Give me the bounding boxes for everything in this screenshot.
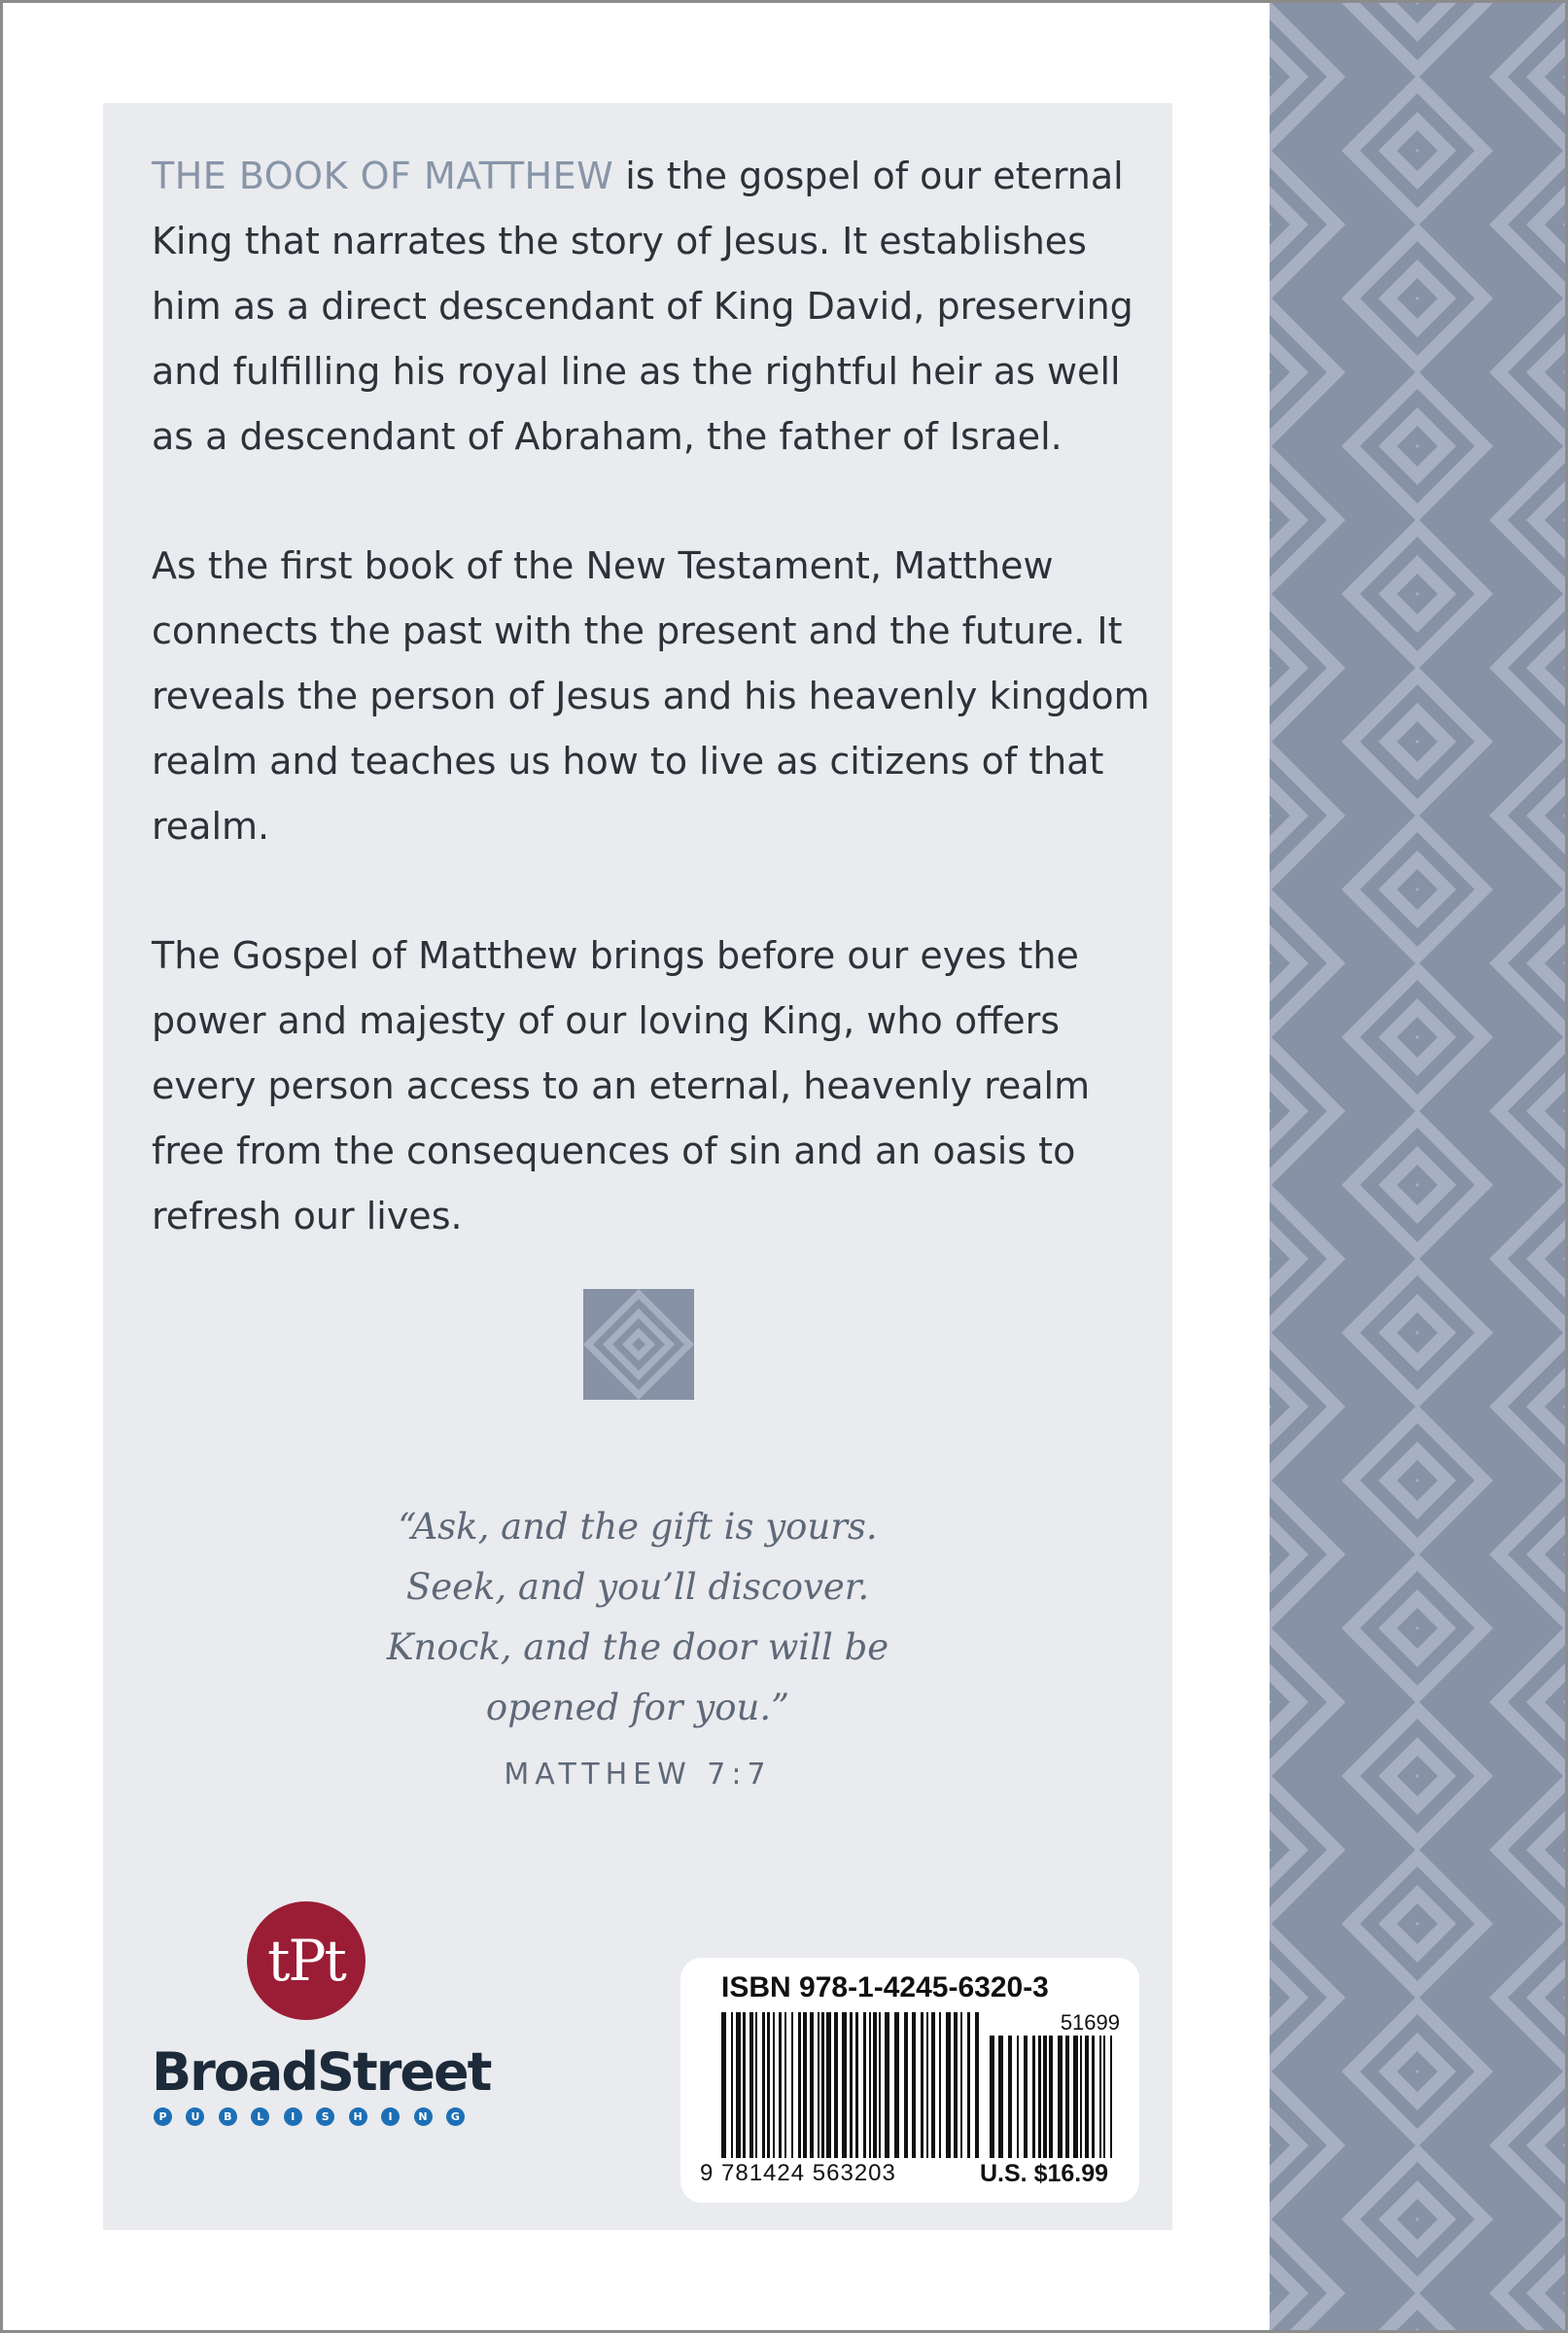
subtitle-letter: B xyxy=(219,2107,237,2126)
barcode-bar xyxy=(721,2012,726,2158)
spine-pattern xyxy=(1270,3,1565,2330)
barcode-bar xyxy=(1058,2036,1063,2158)
barcode-bar xyxy=(842,2012,847,2158)
price-code: 51699 xyxy=(1060,2010,1120,2035)
publisher-name: BroadStreet xyxy=(152,2041,491,2103)
barcode-bar xyxy=(1065,2036,1069,2158)
paragraph-1-text: is the gospel of our eternal King that narrates the story of Jesus. It establishes him as a direct descendant of King David, preserving and fulfilling his royal line as the rightful heir as well as a descendant of Abraham, the father of Israel. xyxy=(152,155,1133,458)
subtitle-letter: P xyxy=(154,2107,172,2126)
barcode-bar xyxy=(818,2012,819,2158)
barcode-bar xyxy=(921,2012,923,2158)
subtitle-letter: I xyxy=(284,2107,302,2126)
barcode-bar xyxy=(904,2012,908,2158)
lead-in: THE BOOK OF MATTHEW xyxy=(152,155,614,197)
barcode-bar xyxy=(755,2012,757,2158)
barcode-bar xyxy=(1103,2036,1105,2158)
quote-line: opened for you.” xyxy=(485,1687,790,1728)
barcode-bar xyxy=(939,2012,941,2158)
barcode-bar xyxy=(1099,2036,1101,2158)
barcode-bar xyxy=(762,2012,765,2158)
barcode-bar xyxy=(869,2012,871,2158)
barcode-bar xyxy=(773,2012,775,2158)
quote-line: Knock, and the door will be xyxy=(386,1626,889,1668)
barcode-bar xyxy=(736,2012,741,2158)
subtitle-letter: G xyxy=(446,2107,465,2126)
barcode-bar xyxy=(1080,2036,1082,2158)
subtitle-letter: I xyxy=(381,2107,400,2126)
description-paragraph-3: The Gospel of Matthew brings before our eyes the power and majesty of our loving King, who offers every person access to an eternal, heavenly realm free from the consequences of sin and an oasis to refresh our lives. xyxy=(152,934,1091,1237)
publisher-subtitle xyxy=(154,2107,465,2127)
barcode-bar xyxy=(873,2012,877,2158)
isbn-label: ISBN 978-1-4245-6320-3 xyxy=(721,1971,1049,2003)
barcode-bar xyxy=(826,2012,831,2158)
barcode-bar xyxy=(1043,2036,1047,2158)
book-description xyxy=(152,144,1163,1313)
description-paragraph-1 xyxy=(152,144,1163,470)
subtitle-letter: S xyxy=(316,2107,334,2126)
barcode-bar xyxy=(894,2012,899,2158)
barcode-digits: 9 781424 563203 xyxy=(700,2160,896,2186)
barcode-bar xyxy=(1092,2036,1095,2158)
subtitle-letter: L xyxy=(251,2107,269,2126)
barcode-bar xyxy=(1008,2036,1012,2158)
description-paragraph-2: As the first book of the New Testament, Matthew connects the past with the present and the future. It reveals the person of Jesus and his heavenly kingdom realm and teaches us how to live as citizens of that realm. xyxy=(152,544,1150,848)
barcode-bar xyxy=(931,2012,935,2158)
barcode-bar xyxy=(810,2012,814,2158)
barcode-bar xyxy=(1085,2036,1089,2158)
barcode-bar xyxy=(1024,2036,1028,2158)
diamond-ring xyxy=(1360,2310,1475,2330)
barcode-bar xyxy=(1049,2036,1053,2158)
subtitle-letter: U xyxy=(186,2107,204,2126)
publisher-logo-icon xyxy=(247,1901,366,2020)
barcode-bar xyxy=(879,2012,881,2158)
barcode-bar xyxy=(1110,2036,1112,2158)
barcode-bar xyxy=(863,2012,866,2158)
barcode-bar xyxy=(767,2012,770,2158)
barcode-bar xyxy=(834,2012,838,2158)
barcode-bar xyxy=(998,2036,1003,2158)
quote-line: “Ask, and the gift is yours. xyxy=(398,1506,878,1548)
barcode-bar xyxy=(975,2012,979,2158)
barcode-bar xyxy=(731,2012,733,2158)
barcode-bar xyxy=(749,2012,753,2158)
barcode-bar xyxy=(1073,2036,1078,2158)
barcode-bar xyxy=(885,2012,889,2158)
diamond-ornament-icon xyxy=(583,1289,694,1400)
barcode-bar xyxy=(743,2012,746,2158)
diamond-ring xyxy=(1270,3,1345,5)
barcode-icon xyxy=(721,2012,982,2158)
barcode-bar xyxy=(960,2012,962,2158)
barcode-bar xyxy=(779,2012,782,2158)
subtitle-letter: H xyxy=(349,2107,367,2126)
barcode-bar xyxy=(803,2012,807,2158)
barcode-bar xyxy=(1032,2036,1035,2158)
price-label: U.S. $16.99 xyxy=(980,2160,1109,2187)
diamond-ring xyxy=(1489,3,1565,5)
barcode-bar xyxy=(1017,2036,1019,2158)
barcode-bar xyxy=(946,2012,951,2158)
barcode-box xyxy=(680,1958,1139,2203)
barcode-bar xyxy=(954,2012,958,2158)
barcode-bar xyxy=(784,2012,786,2158)
quote-line: Seek, and you’ll discover. xyxy=(405,1566,870,1608)
barcode-bar xyxy=(821,2012,824,2158)
barcode-bar xyxy=(791,2012,793,2158)
barcode-bar xyxy=(855,2012,858,2158)
barcode-bar xyxy=(967,2012,970,2158)
barcode-bar xyxy=(798,2012,801,2158)
diamond-pattern xyxy=(1270,3,1565,2330)
barcode-bar xyxy=(912,2012,916,2158)
addon-barcode-icon xyxy=(990,2036,1118,2158)
barcode-bar xyxy=(926,2012,928,2158)
barcode-bar xyxy=(1038,2036,1041,2158)
barcode-bar xyxy=(990,2036,994,2158)
quote-citation: MATTHEW 7:7 xyxy=(504,1758,772,1792)
barcode-bar xyxy=(850,2012,853,2158)
ornament-pattern xyxy=(583,1289,694,1400)
publisher-monogram: tPt xyxy=(267,1928,345,1994)
subtitle-letter: N xyxy=(414,2107,433,2126)
scripture-quote xyxy=(239,1497,1036,1738)
